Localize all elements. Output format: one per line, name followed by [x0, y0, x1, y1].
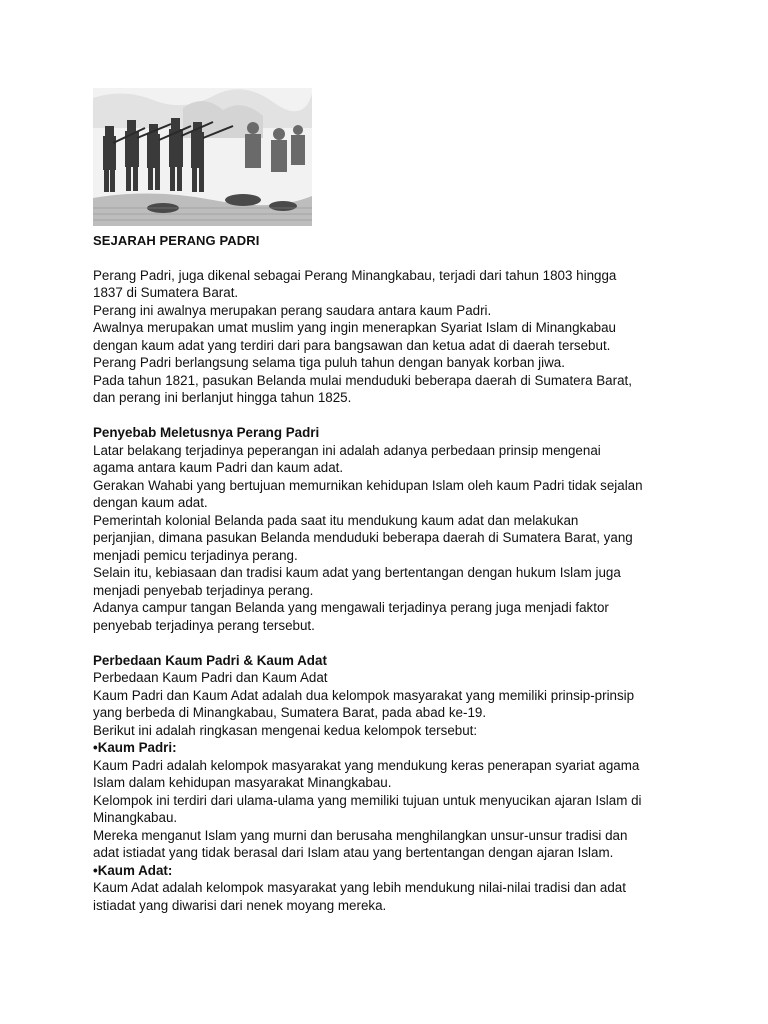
intro-paragraph: Perang ini awalnya merupakan perang saudara antara kaum Padri.: [93, 302, 492, 318]
section-heading-penyebab: Penyebab Meletusnya Perang Padri: [93, 425, 320, 441]
document-page: [93, 88, 693, 914]
bullet-paragraph: Kaum Padri adalah kelompok masyarakat yang mendukung keras penerapan syariat agama Islam dalam kehidupan masyarakat Minangkabau.: [93, 757, 640, 791]
battle-illustration: [93, 88, 312, 226]
bullet-paragraph: Kaum Adat adalah kelompok masyarakat yang lebih mendukung nilai-nilai tradisi dan adat istiadat yang diwarisi dari nenek moyang mereka.: [93, 880, 626, 913]
bullet-heading-kaum-adat: •Kaum Adat:: [93, 862, 173, 878]
intro-paragraph: Perang Padri, juga dikenal sebagai Perang Minangkabau, terjadi dari tahun 1803 hingga 1837 di Sumatera Barat.: [93, 267, 617, 301]
intro-paragraph: Awalnya merupakan umat muslim yang ingin menerapkan Syariat Islam di Minangkabau dengan kaum adat yang terdiri dari para bangsawan dan ketua adat di daerah tersebut.: [93, 320, 616, 353]
document-title: SEJARAH PERANG PADRI: [93, 233, 260, 248]
section-paragraph: Latar belakang terjadinya peperangan ini adalah adanya perbedaan prinsip mengenai agama antara kaum Padri dan kaum adat.: [93, 442, 601, 476]
bullet-heading-kaum-padri: •Kaum Padri:: [93, 740, 177, 756]
spacer: [93, 634, 693, 652]
section-paragraph: Perbedaan Kaum Padri dan Kaum Adat: [93, 670, 328, 686]
spacer: [93, 407, 693, 425]
section-paragraph: Kaum Padri dan Kaum Adat adalah dua kelompok masyarakat yang memiliki prinsip-prinsip yang berbeda di Minangkabau, Sumatera Barat, pada abad ke-19.: [93, 687, 635, 721]
spacer: [93, 249, 693, 267]
intro-paragraph: Pada tahun 1821, pasukan Belanda mulai menduduki beberapa daerah di Sumatera Barat, dan perang ini berlanjut hingga tahun 1825.: [93, 372, 632, 406]
section-paragraph: Gerakan Wahabi yang bertujuan memurnikan kehidupan Islam oleh kaum Padri tidak sejalan dengan kaum adat.: [93, 477, 643, 511]
intro-paragraph: Perang Padri berlangsung selama tiga puluh tahun dengan banyak korban jiwa.: [93, 355, 565, 371]
section-paragraph: Pemerintah kolonial Belanda pada saat itu mendukung kaum adat dan melakukan perjanjian, dimana pasukan Belanda menduduki beberapa daerah di Sumatera Barat, yang menjadi pemicu terjadinya perang.: [93, 512, 633, 563]
section-paragraph: Berikut ini adalah ringkasan mengenai kedua kelompok tersebut:: [93, 722, 478, 738]
section-paragraph: Selain itu, kebiasaan dan tradisi kaum adat yang bertentangan dengan hukum Islam juga menjadi penyebab terjadinya perang.: [93, 565, 621, 598]
bullet-paragraph: Kelompok ini terdiri dari ulama-ulama yang memiliki tujuan untuk menyucikan ajaran Islam di Minangkabau.: [93, 792, 642, 826]
bullet-paragraph: Mereka menganut Islam yang murni dan berusaha menghilangkan unsur-unsur tradisi dan adat istiadat yang tidak berasal dari Islam atau yang bertentangan dengan ajaran Islam.: [93, 827, 628, 861]
section-paragraph: Adanya campur tangan Belanda yang mengawali terjadinya perang juga menjadi faktor penyebab terjadinya perang tersebut.: [93, 600, 609, 633]
section-heading-perbedaan: Perbedaan Kaum Padri & Kaum Adat: [93, 652, 327, 668]
